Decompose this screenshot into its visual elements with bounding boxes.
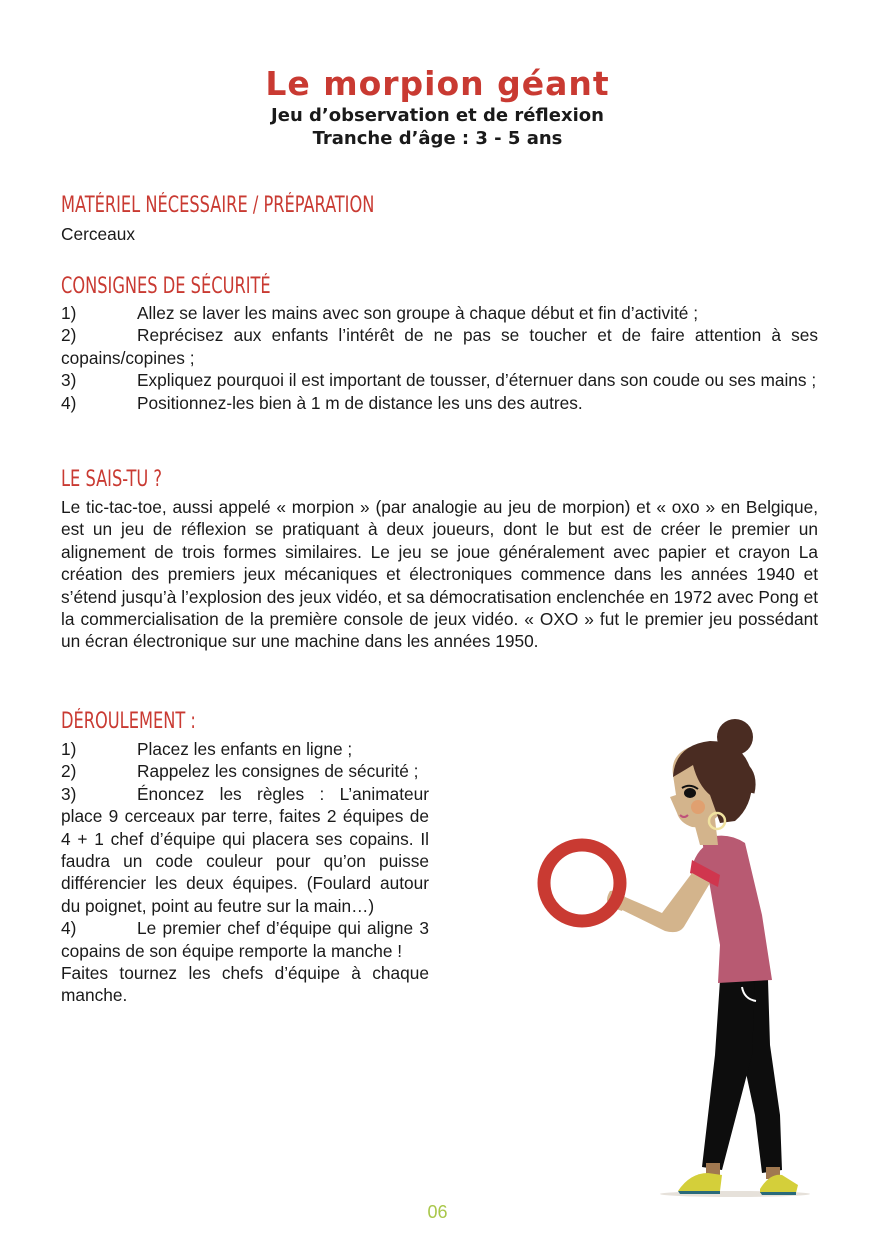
list-item	[61, 917, 429, 962]
list-item	[61, 369, 818, 391]
page-title: Le morpion géant	[265, 64, 610, 103]
page-number: 06	[427, 1202, 448, 1222]
cheek	[691, 800, 705, 814]
deroulement-list	[61, 738, 429, 1007]
item-number: 3)	[61, 783, 77, 804]
list-item	[61, 302, 818, 324]
eye	[684, 788, 696, 798]
age-range: Tranche d’âge : 3 - 5 ans	[312, 128, 563, 149]
deroulement-heading: DÉROULEMENT :	[61, 709, 196, 734]
list-item	[61, 324, 818, 369]
list-item	[61, 738, 429, 760]
item-text: Expliquez pourquoi il est important de tousser, d’éternuer dans son coude ou ses mains ;	[137, 370, 817, 391]
securite-list	[61, 302, 818, 414]
shoe-sole	[760, 1192, 796, 1195]
hair-bun	[717, 719, 753, 755]
le-sais-tu-heading: LE SAIS-TU ?	[61, 467, 163, 492]
item-text: Le premier chef d’équipe qui aligne 3 copains de son équipe remporte la manche !	[61, 918, 429, 961]
item-text: Énoncez les règles : L’animateur place 9 cerceaux par terre, faites 2 équipes de 4 + 1 chef d’équipe qui placera ses copains. Il faudra un code couleur pour qu’on puisse différencier les deux équipes. (Foulard autour du poignet, point au feutre sur la main…)	[61, 783, 429, 916]
item-text: Positionnez-les bien à 1 m de distance les uns des autres.	[137, 392, 583, 413]
list-item	[61, 392, 818, 414]
item-number: 4)	[61, 918, 77, 939]
shoe-icon	[678, 1173, 722, 1191]
page-subtitle: Jeu d’observation et de réflexion	[271, 105, 604, 126]
arm	[612, 873, 710, 932]
item-number: 1)	[61, 739, 77, 759]
item-text: Placez les enfants en ligne ;	[137, 739, 353, 759]
le-sais-tu-text: Le tic-tac-toe, aussi appelé « morpion » (par analogie au jeu de morpion) et « oxo » en Belgique, est un jeu de réflexion se pratiquant à deux joueurs, dont le but est de créer le premier un alignement de trois formes similaires. Le jeu se joue généralement avec papier et crayon La création des premiers jeux mécaniques et électroniques commence dans les années 1940 et s’étend jusqu’à l’explosion des jeux vidéo, et sa démocratisation enclenchée en 1972 avec Pong et la commercialisation de la première console de jeux vidéo. « OXO » fut le premier jeu possédant un écran électronique sur une machine dans les années 1950.	[61, 497, 818, 652]
list-item	[61, 760, 429, 782]
securite-heading: CONSIGNES DE SÉCURITÉ	[61, 274, 271, 299]
girl-with-hoop-illustration	[530, 715, 830, 1205]
item-text: Allez se laver les mains avec son groupe à chaque début et fin d’activité ;	[137, 303, 698, 323]
materiel-text: Cerceaux	[61, 224, 135, 244]
item-number: 4)	[61, 392, 77, 413]
item-text: Reprécisez aux enfants l’intérêt de ne pas se toucher et de faire attention à ses copains/copines ;	[61, 325, 818, 368]
hoop-icon	[544, 845, 620, 921]
list-item	[61, 783, 429, 917]
item-number: 2)	[61, 325, 77, 346]
item-number: 3)	[61, 370, 77, 391]
shoe-icon	[760, 1175, 798, 1193]
item-number: 2)	[61, 761, 77, 782]
item-text: Rappelez les consignes de sécurité ;	[137, 761, 419, 782]
item-number: 1)	[61, 303, 77, 323]
closing-text: Faites tournez les chefs d’équipe à chaque manche.	[61, 963, 429, 1006]
shoe-sole	[678, 1191, 720, 1194]
materiel-heading: MATÉRIEL NÉCESSAIRE / PRÉPARATION	[61, 193, 375, 218]
